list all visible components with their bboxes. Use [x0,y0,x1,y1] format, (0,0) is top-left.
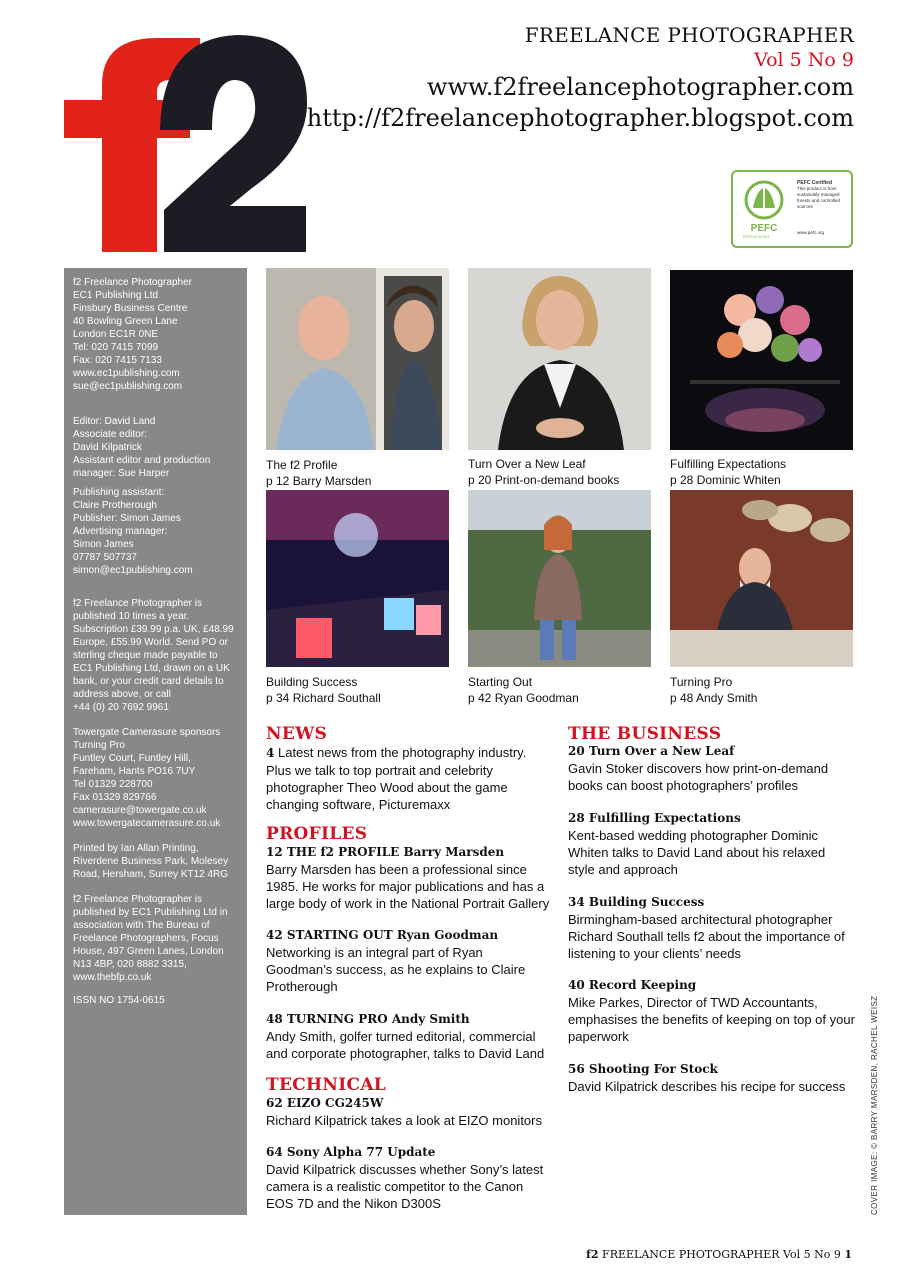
photo-starting-out [468,490,651,667]
entry-title: 64 Sony Alpha 77 Update [266,1145,436,1159]
section-news: NEWS [266,724,328,744]
entry-title: 62 EIZO CG245W [266,1096,384,1110]
caption-fulfilling [670,457,786,488]
publisher-sidebar [64,268,247,1215]
entry-body: Networking is an integral part of Ryan Goodman’s success, as he explains to Claire Protherough [266,945,526,994]
entry-biz-turnover [568,743,858,794]
photo-turning-pro [670,490,853,667]
photo-building-image [266,490,449,667]
entry-body: Gavin Stoker discovers how print-on-demand books can boost photographers’ profiles [568,761,829,793]
pefc-heading: PEFC Certified [797,180,833,186]
entry-body: Birmingham-based architectural photographer Richard Southall tells f2 about the importance of listening to your clients’ needs [568,912,845,961]
entry-body: David Kilpatrick describes his recipe for success [568,1079,846,1094]
sidebar-publishing: Publishing assistant: Claire Protherough Publisher: Simon James Advertising manager: Simon James 07787 507737 simon@ec1publishing.com [73,487,193,576]
entry-number: 4 [266,746,275,760]
entry-biz-record [568,977,858,1045]
sidebar-bfp: f2 Freelance Photographer is published by EC1 Publishing Ltd in association with The Bureau of Freelance Photographers, Focus House, 497 Green Lanes, London N13 4BP, 020 8882 3315, www.thebfp.co.uk [73,894,228,983]
pefc-web: www.pefc.org [797,230,825,235]
blog-url[interactable]: http://f2freelancephotographer.blogspot.com [306,104,854,132]
entry-title: 56 Shooting For Stock [568,1062,718,1076]
entry-title: 20 Turn Over a New Leaf [568,744,735,758]
sidebar-printer: Printed by Ian Allan Printing, Riverdene Business Park, Molesey Road, Hersham, Surrey KT12 4RG [73,843,229,880]
pefc-label [797,180,847,210]
caption-starting-out [468,675,579,706]
caption-title: The f2 Profile [266,458,338,472]
pefc-code: PEFC/16-33-601 [743,235,770,239]
entry-body: Latest news from the photography industry. Plus we talk to top portrait and celebrity photographer Theo Wood about the game changing software, Picturemaxx [266,745,527,812]
entry-title: 28 Fulfilling Expectations [568,811,741,825]
website-url[interactable]: www.f2freelancephotographer.com [426,73,854,101]
photo-f2-profile [266,268,449,450]
caption-page: p 20 Print-on-demand books [468,472,620,487]
entry-biz-building [568,894,858,962]
pefc-text: This product is from sustainably managed forests and controlled sources [797,186,841,209]
entry-body: Andy Smith, golfer turned editorial, commercial and corporate photographer, talks to David Land [266,1029,545,1061]
photo-turn-over [468,268,651,450]
caption-title: Building Success [266,675,358,689]
entry-body: Kent-based wedding photographer Dominic Whiten talks to David Land about his relaxed style and approach [568,828,826,877]
caption-turn-over [468,457,619,488]
caption-f2-profile [266,458,371,489]
caption-turning-pro [670,675,757,706]
folio-brand: f2 [586,1248,599,1261]
masthead [307,22,854,134]
issue-number: Vol 5 No 9 [754,49,854,71]
entry-tech-sony [266,1144,556,1212]
entry-profile-andy [266,1011,556,1062]
logo-text: f2 [62,30,63,31]
pefc-badge [731,170,853,248]
sidebar-sponsor: Towergate Camerasure sponsors Turning Pro Funtley Court, Funtley Hill, Fareham, Hants PO16 7UY Tel 01329 228700 Fax 01329 829766 camerasure@towergate.co.uk www.towergatecamerasure.co.uk [73,727,221,829]
photo-turn-over-image [468,268,651,450]
photo-building [266,490,449,667]
entry-title: 48 TURNING PRO Andy Smith [266,1012,470,1026]
caption-page: p 34 Richard Southall [266,690,381,705]
page-number: 1 [844,1248,852,1261]
entry-title: 42 STARTING OUT Ryan Goodman [266,928,499,942]
cover-credit: COVER IMAGE: © BARRY MARSDEN, RACHEL WEISZ [870,995,879,1215]
entry-body: David Kilpatrick discusses whether Sony’s latest camera is a realistic competitor to the Canon EOS 7D and the Nikon D300S [266,1162,544,1211]
photo-f2-profile-image [266,268,449,450]
entry-body: Richard Kilpatrick takes a look at EIZO monitors [266,1113,542,1128]
entry-biz-fulfilling [568,810,858,878]
magazine-title: FREELANCE PHOTOGRAPHER [524,23,854,47]
page-folio [586,1248,852,1261]
caption-title: Turning Pro [670,675,733,689]
photo-turning-pro-image [670,490,853,667]
section-profiles: PROFILES [266,824,368,844]
sidebar-subscription: f2 Freelance Photographer is published 10 times a year. Subscription £39.99 p.a. UK, £48.99 Europe, £55.99 World. Send PO or sterling cheque made payable to EC1 Publishing Ltd, drawn on a UK bank, or your credit card details to address above, or call +44 (0) 20 7692 9961 [73,598,234,713]
sidebar-editors: Editor: David Land Associate editor: David Kilpatrick Assistant editor and production manager: Sue Harper [73,416,211,479]
caption-page: p 12 Barry Marsden [266,473,372,488]
entry-title: 12 THE f2 PROFILE Barry Marsden [266,845,505,859]
entry-profile-ryan [266,927,556,995]
caption-title: Fulfilling Expectations [670,457,787,471]
caption-page: p 28 Dominic Whiten [670,472,781,487]
caption-title: Turn Over a New Leaf [468,457,586,471]
sidebar-issn: ISSN NO 1754-0615 [73,995,165,1006]
entry-title: 40 Record Keeping [568,978,697,992]
caption-page: p 48 Andy Smith [670,690,758,705]
f2-logo [62,30,312,255]
photo-fulfilling-image [670,270,853,450]
section-business: THE BUSINESS [568,724,722,744]
entry-profile-barry [266,844,556,912]
section-technical: TECHNICAL [266,1075,387,1095]
photo-starting-out-image [468,490,651,667]
sidebar-contact: f2 Freelance Photographer EC1 Publishing Ltd Finsbury Business Centre 40 Bowling Green Lane London EC1R 0NE Tel: 020 7415 7099 Fax: 020 7415 7133 www.ec1publishing.com sue@ec1publishing.com [73,277,192,392]
caption-building [266,675,381,706]
entry-body: Mike Parkes, Director of TWD Accountants, emphasises the benefits of keeping on top of your paperwork [568,995,855,1044]
entry-news [266,744,556,813]
entry-body: Barry Marsden has been a professional since 1985. He works for major publications and has a large body of work in the National Portrait Gallery [266,862,550,911]
caption-title: Starting Out [468,675,533,689]
entry-title: 34 Building Success [568,895,705,909]
caption-page: p 42 Ryan Goodman [468,690,579,705]
entry-biz-stock [568,1061,858,1095]
pefc-mark: PEFC [750,223,778,234]
folio-text: FREELANCE PHOTOGRAPHER Vol 5 No 9 [598,1248,845,1261]
entry-tech-eizo [266,1095,556,1129]
photo-fulfilling [670,270,853,450]
pefc-tree-icon [739,178,789,234]
